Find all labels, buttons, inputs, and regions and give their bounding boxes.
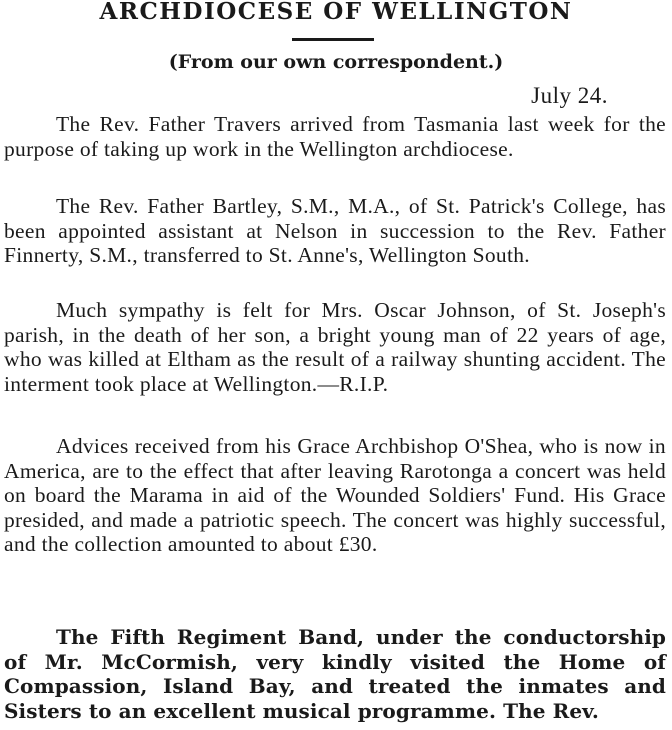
paragraph-father-bartley: The Rev. Father Bartley, S.M., M.A., of St. Patrick's College, has been appointed assistant at Nelson in succession to the Rev. Father Finnerty, S.M., transferred to St. Anne's, Wellington South. (4, 194, 666, 268)
article-headline: ARCHDIOCESE OF WELLINGTON (99, 0, 573, 25)
paragraph-father-travers: The Rev. Father Travers arrived from Tasmania last week for the purpose of taking up work in the Wellington archdiocese. (4, 112, 666, 161)
article-byline: (From our own correspondent.) (168, 51, 504, 73)
paragraph-archbishop-oshea: Advices received from his Grace Archbishop O'Shea, who is now in America, are to the effect that after leaving Rarotonga a concert was held on board the Marama in aid of the Wounded Soldiers' Fund. His Grace presided, and made a patriotic speech. The concert was highly successful, and the collection amounted to about £30. (4, 434, 666, 557)
article-dateline: July 24. (531, 83, 608, 108)
headline-rule (292, 38, 374, 41)
paragraph-regiment-band: The Fifth Regiment Band, under the conductorship of Mr. McCormish, very kindly visited the Home of Compassion, Island Bay, and treated the inmates and Sisters to an excellent musical programme. The Rev. (4, 625, 666, 723)
paragraph-sympathy-johnson: Much sympathy is felt for Mrs. Oscar Johnson, of St. Joseph's parish, in the death of her son, a bright young man of 22 years of age, who was killed at Eltham as the result of a railway shunting accident. The interment took place at Wellington.—R.I.P. (4, 298, 666, 396)
